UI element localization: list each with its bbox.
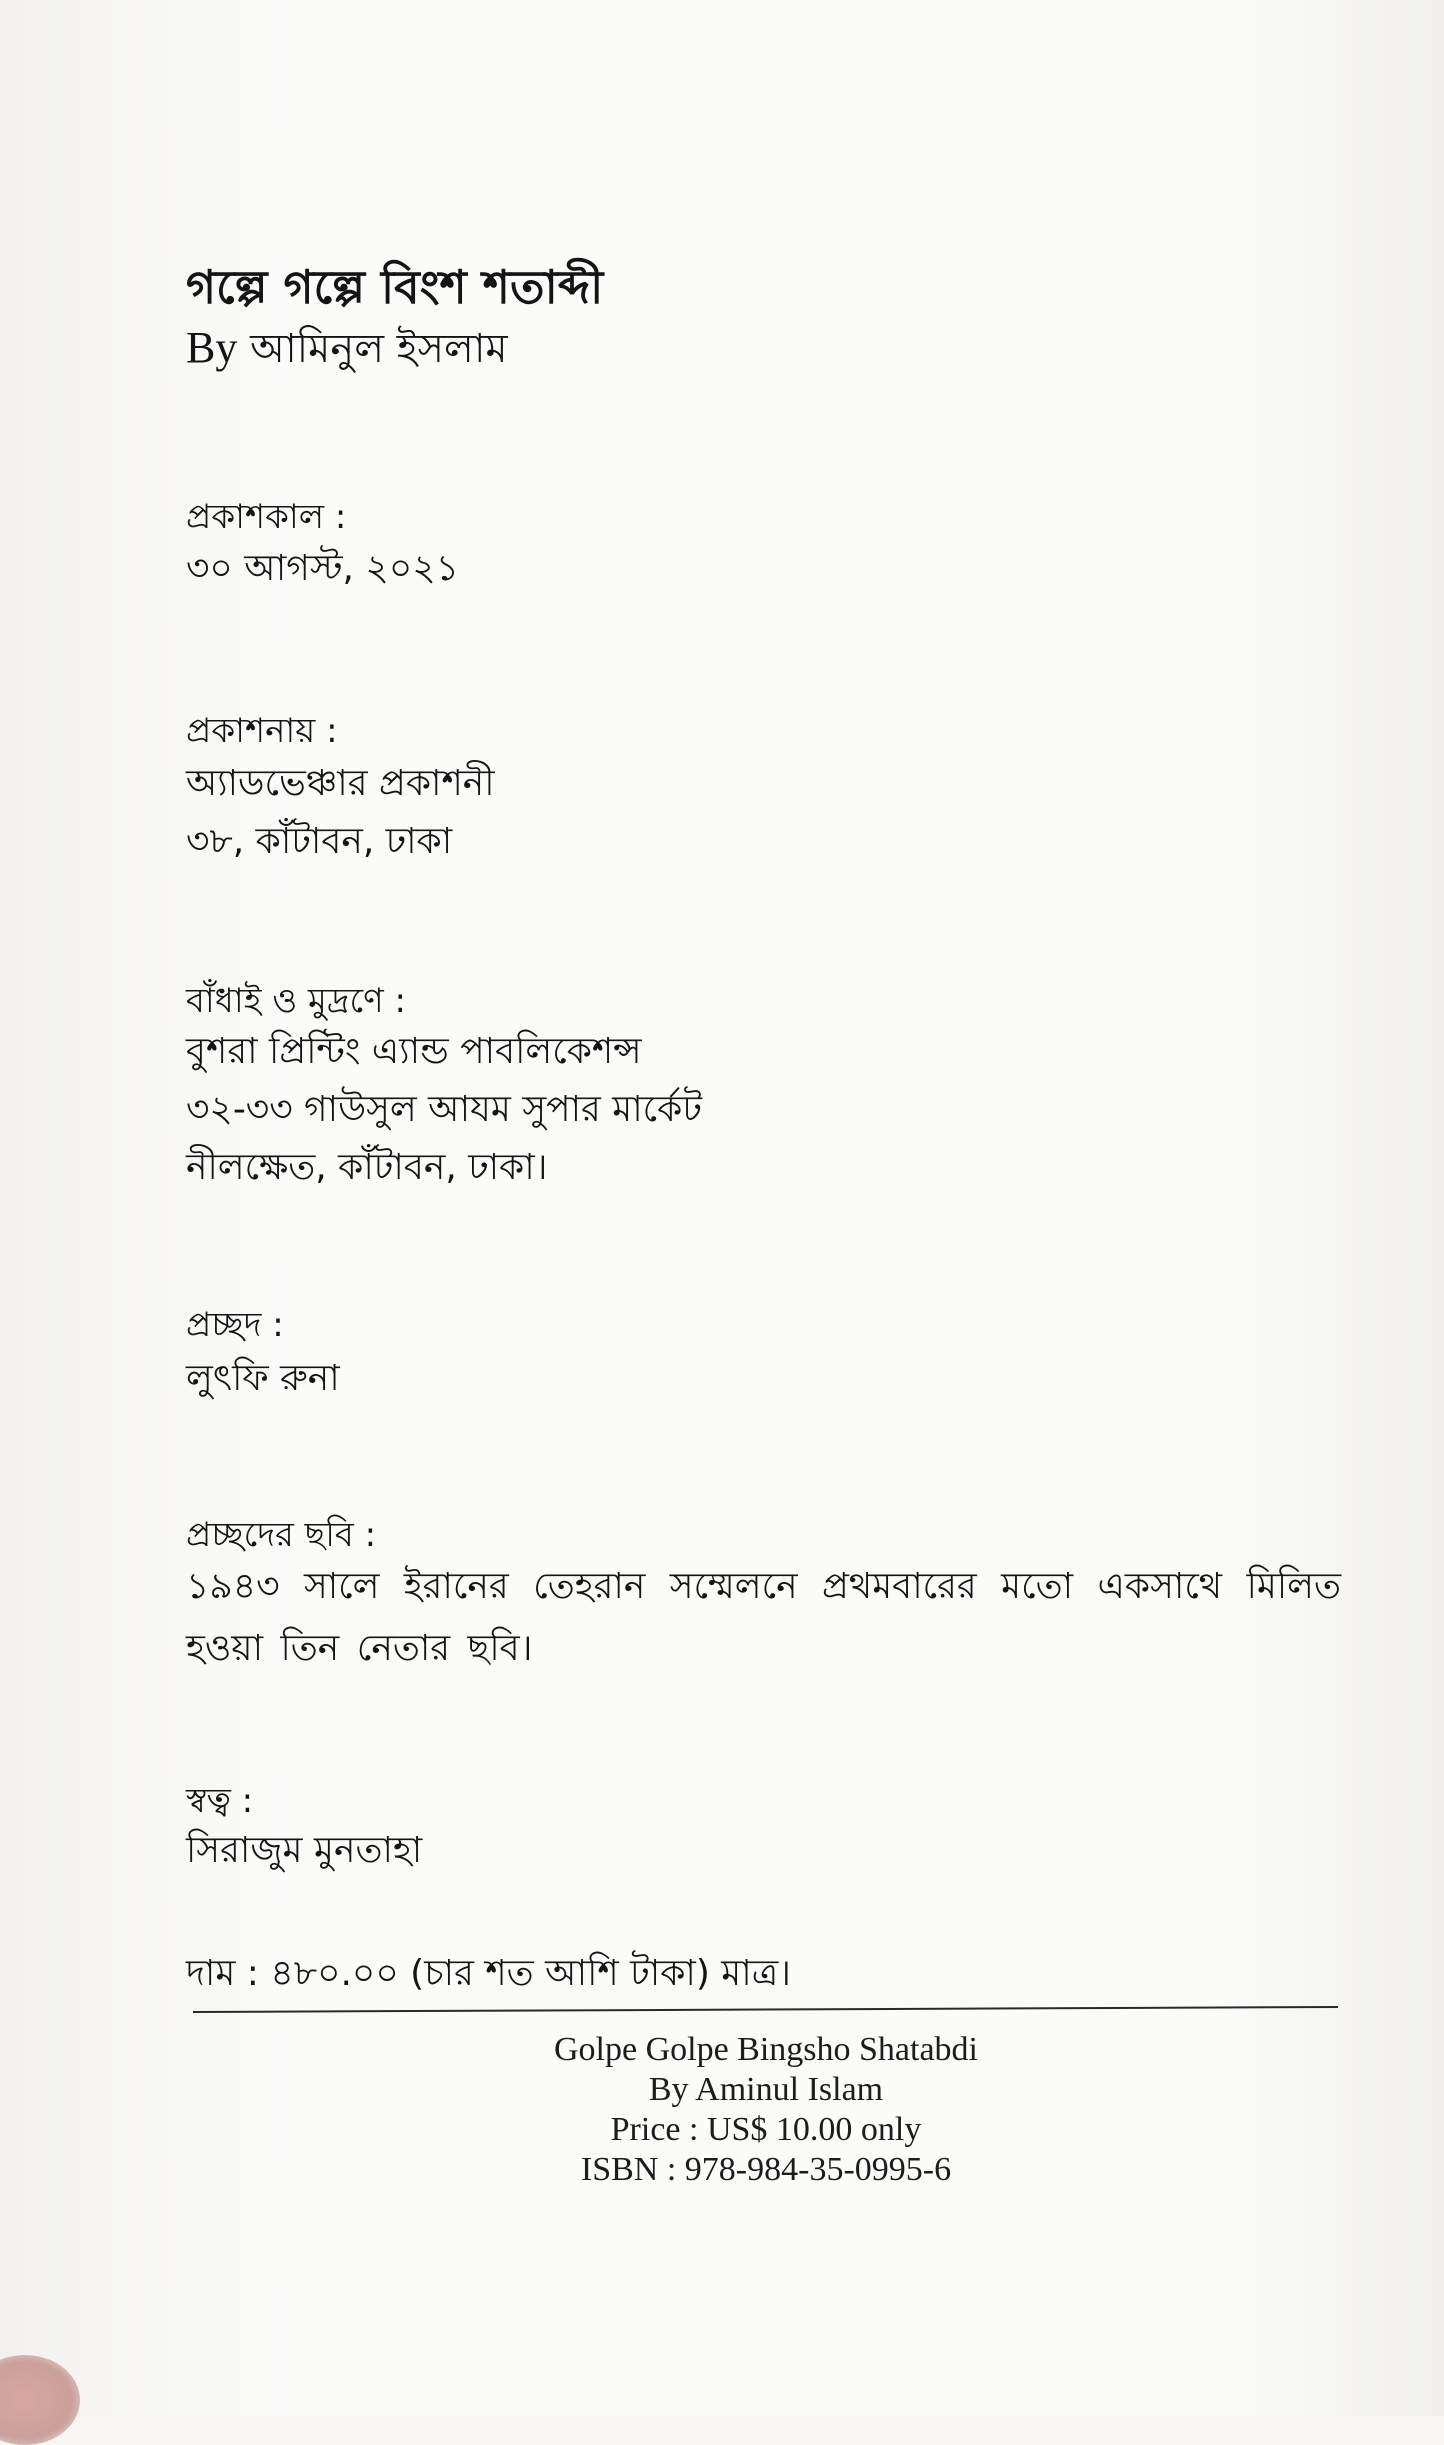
printer-address-line-2: নীলক্ষেত, কাঁটাবন, ঢাকা।	[186, 1147, 548, 1188]
publisher-address: ৩৮, কাঁটাবন, ঢাকা	[186, 821, 453, 862]
printer-label: বাঁধাই ও মুদ্রণে :	[186, 981, 406, 1021]
book-title: গল্পে গল্পে বিংশ শতাব্দী	[186, 260, 604, 314]
publisher-name: অ্যাডভেঞ্চার প্রকাশনী	[186, 763, 495, 804]
price-english: Price : US$ 10.00 only	[610, 2111, 922, 2148]
finger-edge	[0, 2355, 80, 2445]
cover-photo-label: প্রচ্ছদের ছবি :	[186, 1515, 377, 1555]
title-english: Golpe Golpe Bingsho Shatabdi	[553, 2031, 979, 2068]
cover-designer: লুৎফি রুনা	[186, 1358, 340, 1399]
copyright-holder: সিরাজুম মুনতাহা	[186, 1830, 423, 1871]
publisher-label: প্রকাশনায় :	[186, 711, 338, 751]
publication-date-label: প্রকাশকাল :	[186, 497, 347, 537]
author-english: By Aminul Islam	[648, 2071, 884, 2108]
printer-info	[186, 1023, 1346, 1197]
publication-date: ৩০ আগস্ট, ২০২১	[186, 548, 459, 589]
divider-rule	[193, 2006, 1338, 2013]
english-colophon	[386, 2030, 1146, 2190]
cover-design-label: প্রচ্ছদ :	[186, 1305, 284, 1345]
publisher-info	[186, 755, 1346, 871]
copyright-label: স্বত্ব :	[186, 1781, 254, 1821]
printer-address-line-1: ৩২-৩৩ গাউসুল আযম সুপার মার্কেট	[186, 1089, 702, 1130]
isbn-number: ISBN : 978-984-35-0995-6	[580, 2151, 952, 2188]
byline-prefix: By	[186, 323, 238, 372]
cover-photo-description: ১৯৪৩ সালে ইরানের তেহরান সম্মেলনে প্রথমবারের মতো একসাথে মিলিত হওয়া তিন নেতার ছবি।	[186, 1566, 1341, 1669]
printer-name: বুশরা প্রিন্টিং এ্যান্ড পাবলিকেশন্স	[186, 1031, 642, 1072]
author-name: আমিনুল ইসলাম	[250, 326, 508, 372]
price-bangla: দাম : ৪৮০.০০ (চার শত আশি টাকা) মাত্র।	[186, 1953, 792, 1994]
author-byline	[186, 322, 1346, 375]
